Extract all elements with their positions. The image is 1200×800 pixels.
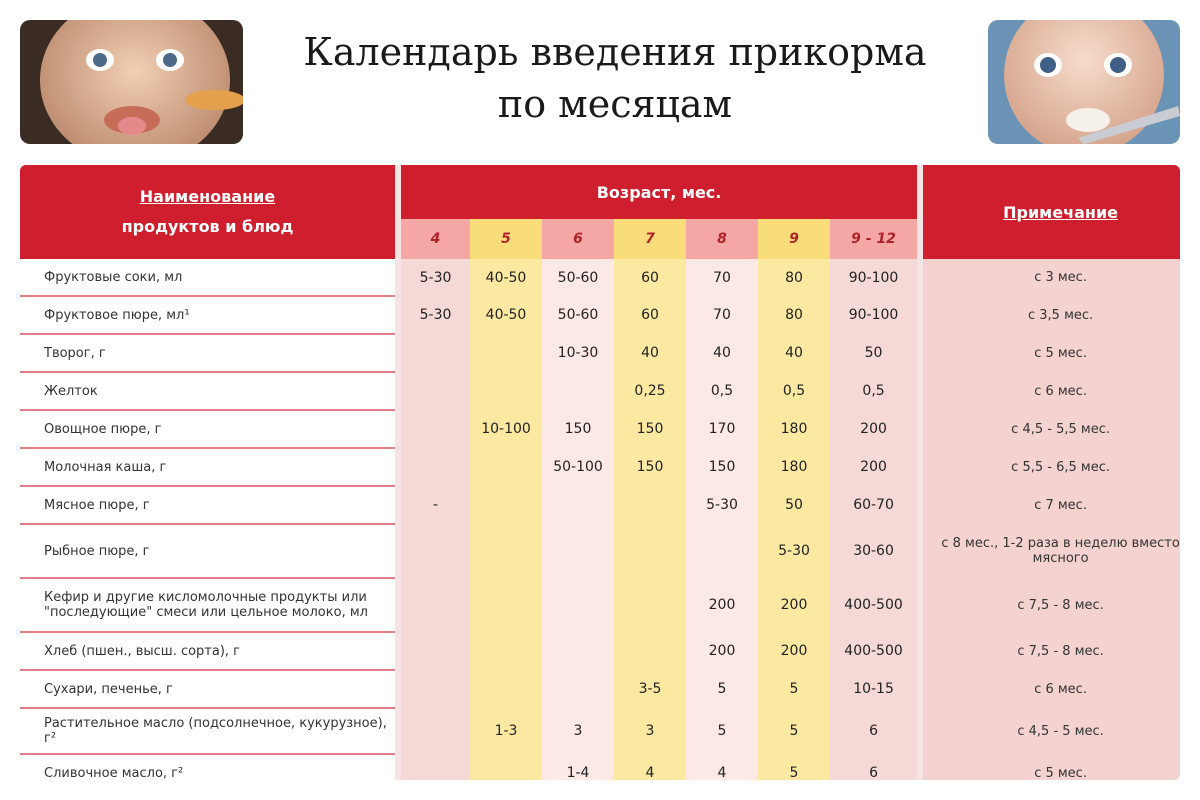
amount-cell: 40 [758,334,830,372]
amount-cell: 3 [542,708,614,754]
amount-cell [398,524,470,578]
amount-cell: 0,5 [686,372,758,410]
amount-cell: 150 [542,410,614,448]
amount-cell [470,372,542,410]
amount-cell [686,524,758,578]
page-title [250,26,980,130]
amount-cell: 180 [758,410,830,448]
note-cell: с 7,5 - 8 мес. [920,578,1180,632]
amount-cell [614,524,686,578]
table-row [20,578,1180,632]
note-cell: с 7,5 - 8 мес. [920,632,1180,670]
product-name-cell: Фруктовые соки, мл [20,259,398,296]
product-name-cell: Кефир и другие кисломолочные продукты или "последующие" смеси или цельное молоко, мл [20,578,398,632]
amount-cell: 5-30 [398,259,470,296]
amount-cell [398,754,470,780]
product-name-cell: Желток [20,372,398,410]
amount-cell [398,632,470,670]
amount-cell: 400-500 [830,578,920,632]
note-cell: с 7 мес. [920,486,1180,524]
amount-cell [614,486,686,524]
table [20,165,1180,780]
amount-cell: 60-70 [830,486,920,524]
product-name-cell: Хлеб (пшен., высш. сорта), г [20,632,398,670]
amount-cell: 4 [686,754,758,780]
amount-cell [398,578,470,632]
product-name-cell: Творог, г [20,334,398,372]
amount-cell: 10-15 [830,670,920,708]
title-line-2: по месяцам [497,82,733,126]
amount-cell: 1-4 [542,754,614,780]
amount-cell [398,448,470,486]
product-name-cell: Сухари, печенье, г [20,670,398,708]
table-row [20,670,1180,708]
amount-cell [398,372,470,410]
amount-cell [542,578,614,632]
product-name-cell: Овощное пюре, г [20,410,398,448]
age-column-header: 7 [614,219,686,259]
note-cell: с 6 мес. [920,372,1180,410]
amount-cell: 0,25 [614,372,686,410]
amount-cell: 90-100 [830,296,920,334]
amount-cell: 40 [686,334,758,372]
amount-cell [542,632,614,670]
title-line-1: Календарь введения прикорма [303,30,927,74]
table-row [20,754,1180,780]
amount-cell: 60 [614,259,686,296]
note-cell: с 4,5 - 5,5 мес. [920,410,1180,448]
product-name-cell: Растительное масло (подсолнечное, кукурузное), г² [20,708,398,754]
amount-cell [542,372,614,410]
amount-cell: 40 [614,334,686,372]
amount-cell [470,632,542,670]
amount-cell: 3-5 [614,670,686,708]
amount-cell: 180 [758,448,830,486]
amount-cell [614,632,686,670]
note-cell: с 5 мес. [920,334,1180,372]
note-cell: с 5,5 - 6,5 мес. [920,448,1180,486]
product-name-cell: Сливочное масло, г² [20,754,398,780]
note-cell: с 5 мес. [920,754,1180,780]
amount-cell: 70 [686,259,758,296]
age-column-header: 6 [542,219,614,259]
product-name-cell: Фруктовое пюре, мл¹ [20,296,398,334]
product-name-cell: Молочная каша, г [20,448,398,486]
amount-cell: 50 [830,334,920,372]
table-row [20,334,1180,372]
amount-cell: 200 [758,632,830,670]
amount-cell: 90-100 [830,259,920,296]
amount-cell: 0,5 [758,372,830,410]
header-product-name [20,165,398,259]
amount-cell: 150 [686,448,758,486]
amount-cell: 5 [758,708,830,754]
table-row [20,296,1180,334]
amount-cell: 50-100 [542,448,614,486]
amount-cell: 10-30 [542,334,614,372]
amount-cell: 5 [758,670,830,708]
amount-cell [470,670,542,708]
amount-cell: 40-50 [470,259,542,296]
table-row [20,524,1180,578]
age-column-header: 5 [470,219,542,259]
amount-cell [470,754,542,780]
amount-cell [542,486,614,524]
age-column-header: 9 - 12 [830,219,920,259]
amount-cell: 1-3 [470,708,542,754]
amount-cell [542,670,614,708]
amount-cell: 0,5 [830,372,920,410]
amount-cell: 10-100 [470,410,542,448]
amount-cell: 80 [758,259,830,296]
amount-cell [614,578,686,632]
amount-cell: - [398,486,470,524]
amount-cell [470,578,542,632]
amount-cell: 50 [758,486,830,524]
amount-cell [470,524,542,578]
amount-cell: 200 [830,410,920,448]
product-name-cell: Рыбное пюре, г [20,524,398,578]
amount-cell: 5-30 [686,486,758,524]
baby-spoon-photo [988,20,1180,144]
age-column-header: 4 [398,219,470,259]
amount-cell: 150 [614,410,686,448]
amount-cell: 4 [614,754,686,780]
table-row [20,259,1180,296]
amount-cell: 170 [686,410,758,448]
header-note: Примечание [920,165,1180,259]
amount-cell: 5 [686,708,758,754]
amount-cell: 30-60 [830,524,920,578]
amount-cell: 5-30 [398,296,470,334]
header-product-name-line1: Наименование [139,187,276,206]
amount-cell: 150 [614,448,686,486]
amount-cell: 5 [686,670,758,708]
amount-cell: 200 [686,578,758,632]
note-cell: с 4,5 - 5 мес. [920,708,1180,754]
feeding-calendar-table [20,165,1180,780]
amount-cell: 5-30 [758,524,830,578]
amount-cell: 80 [758,296,830,334]
amount-cell: 6 [830,708,920,754]
amount-cell [470,486,542,524]
table-row [20,708,1180,754]
baby-eating-photo [20,20,243,144]
amount-cell: 50-60 [542,296,614,334]
age-column-header: 9 [758,219,830,259]
header-age: Возраст, мес. [398,165,920,219]
table-row [20,372,1180,410]
amount-cell: 70 [686,296,758,334]
amount-cell: 400-500 [830,632,920,670]
note-cell: с 3,5 мес. [920,296,1180,334]
amount-cell [470,448,542,486]
table-row [20,632,1180,670]
amount-cell [398,334,470,372]
amount-cell: 200 [758,578,830,632]
header-product-name-line2: продуктов и блюд [121,217,294,236]
table-row [20,486,1180,524]
product-name-cell: Мясное пюре, г [20,486,398,524]
table-row [20,448,1180,486]
amount-cell: 50-60 [542,259,614,296]
amount-cell [398,670,470,708]
amount-cell: 5 [758,754,830,780]
note-cell: с 6 мес. [920,670,1180,708]
amount-cell: 60 [614,296,686,334]
note-cell: с 8 мес., 1-2 раза в неделю вместо мясного [920,524,1180,578]
amount-cell: 200 [830,448,920,486]
age-column-header: 8 [686,219,758,259]
amount-cell [542,524,614,578]
amount-cell: 6 [830,754,920,780]
amount-cell [398,410,470,448]
amount-cell: 3 [614,708,686,754]
amount-cell [470,334,542,372]
amount-cell: 40-50 [470,296,542,334]
amount-cell [398,708,470,754]
table-row [20,410,1180,448]
amount-cell: 200 [686,632,758,670]
note-cell: с 3 мес. [920,259,1180,296]
